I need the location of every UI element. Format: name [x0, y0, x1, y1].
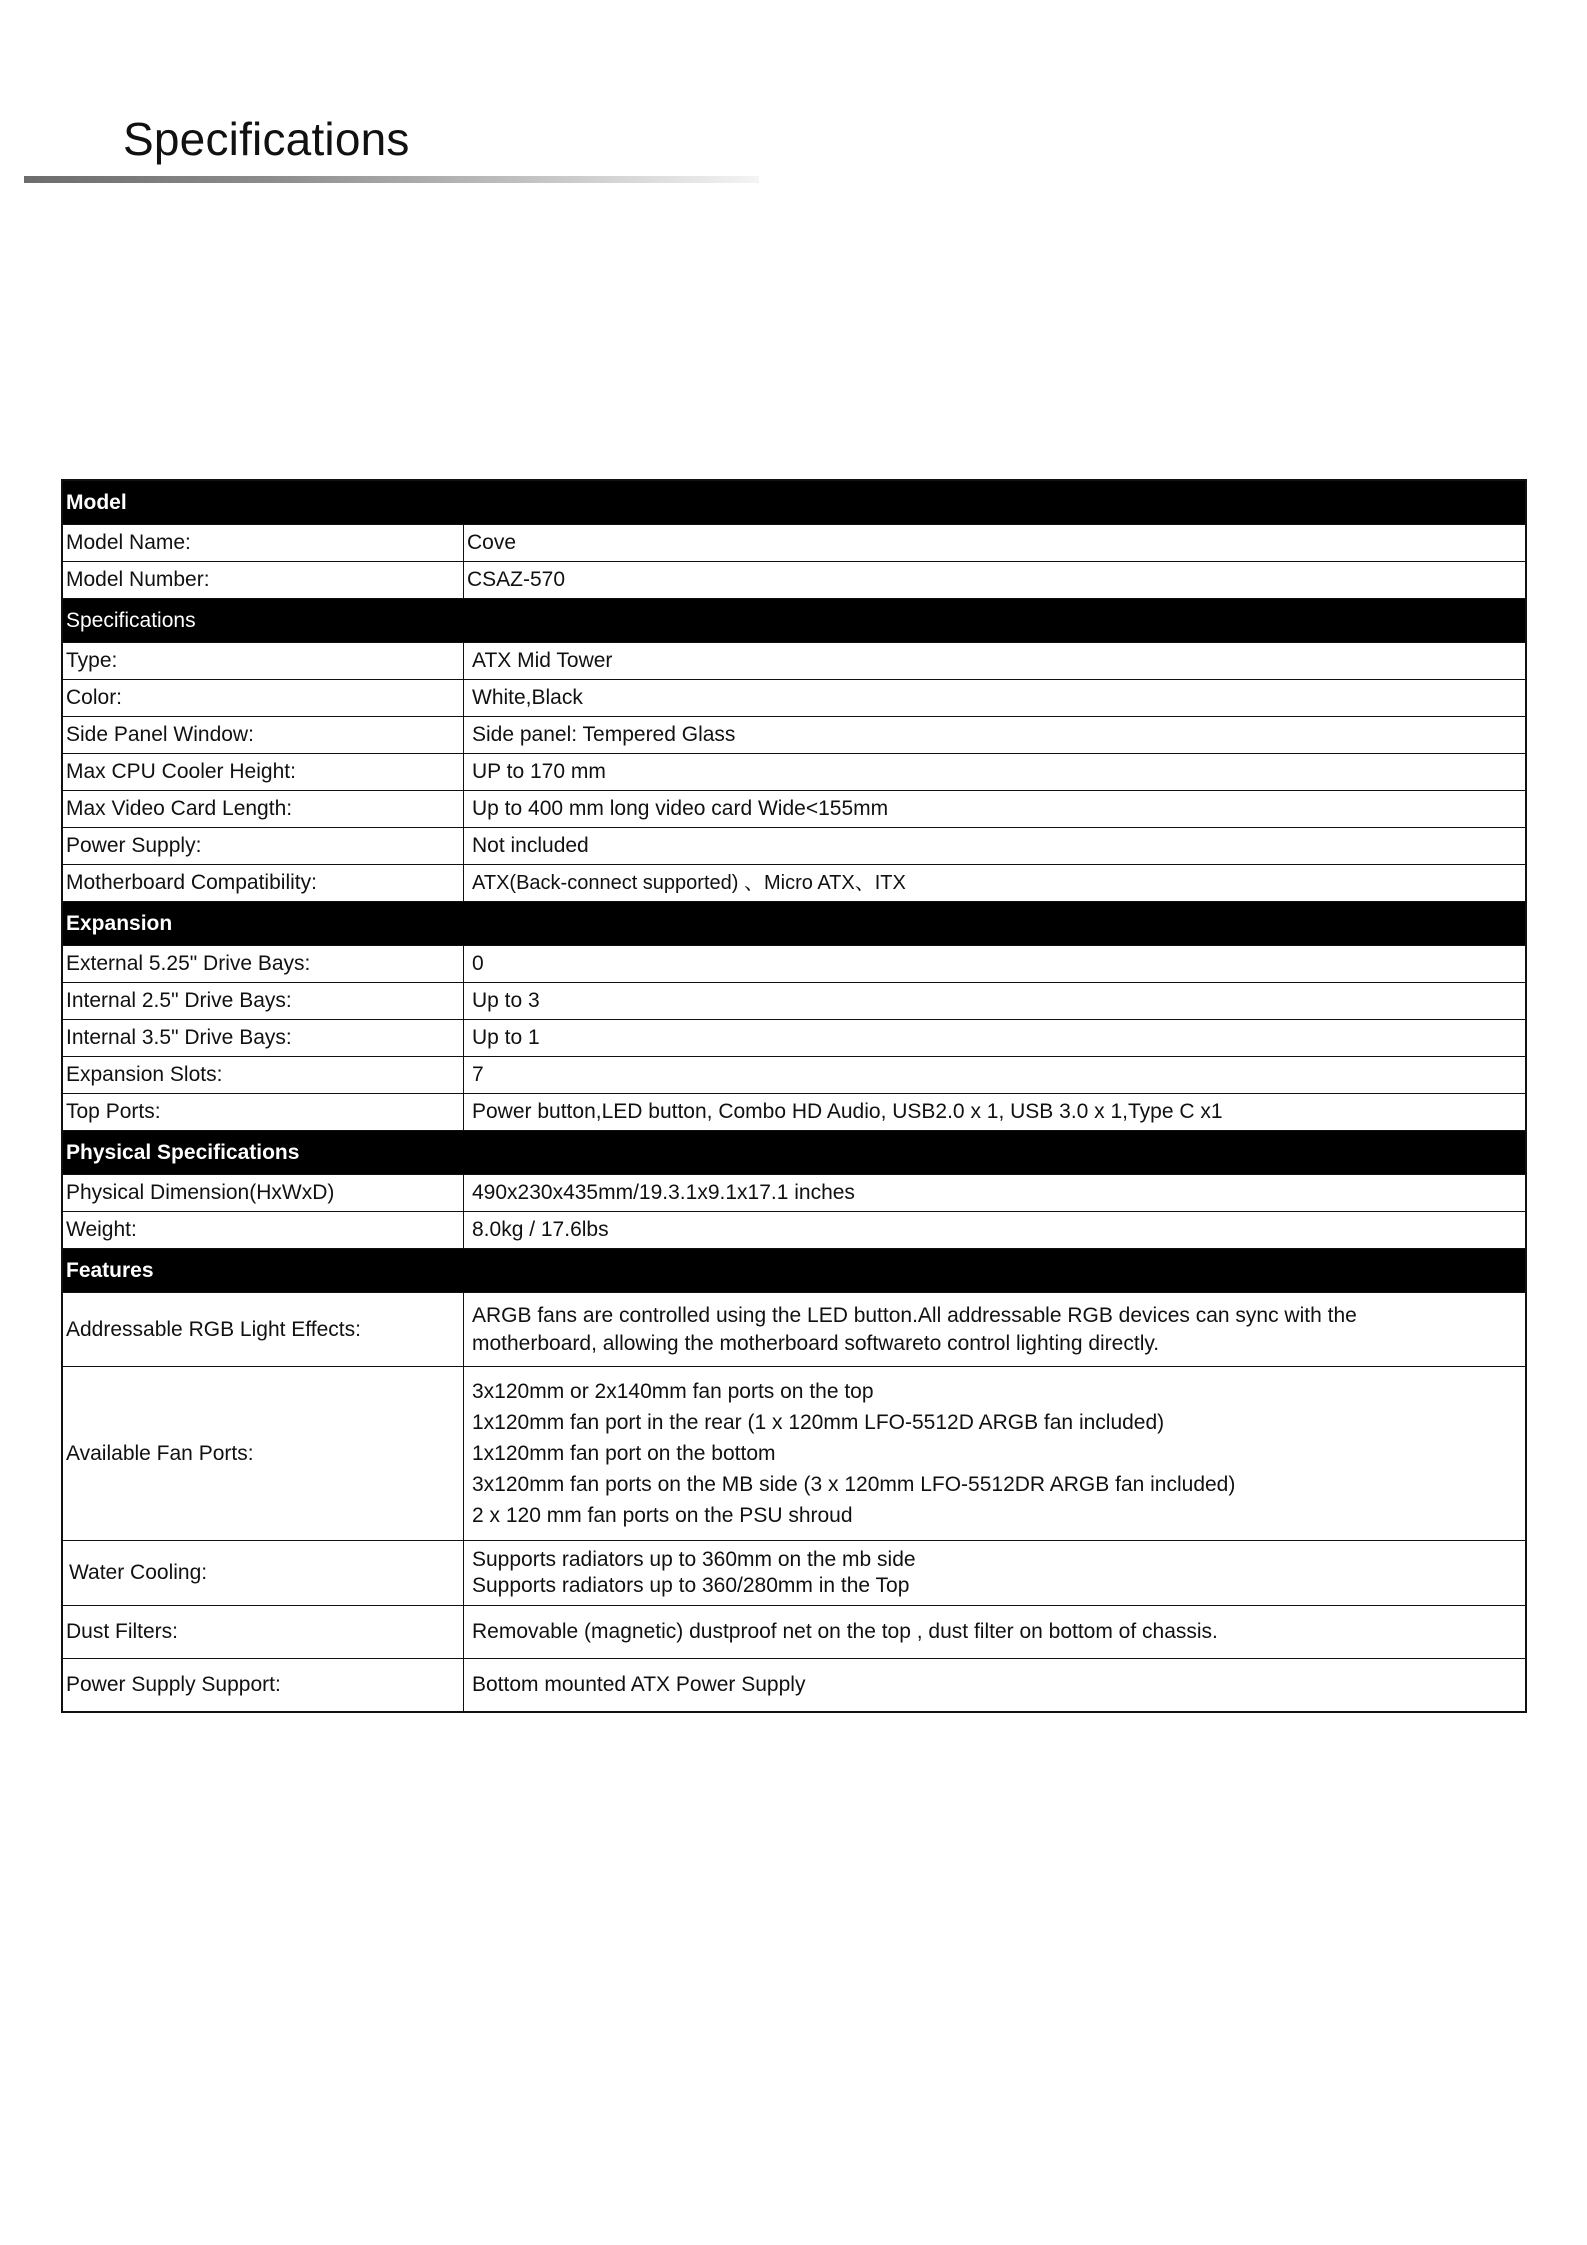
row-label: Power Supply:: [63, 828, 464, 864]
value-line: 2 x 120 mm fan ports on the PSU shroud: [472, 1504, 853, 1527]
section-header-specifications: [63, 599, 1525, 643]
row-label: Type:: [63, 643, 464, 679]
value-line: motherboard, allowing the motherboard softwareto control lighting directly.: [472, 1331, 1160, 1355]
row-value: ATX Mid Tower: [472, 649, 613, 673]
value-line: 3x120mm fan ports on the MB side (3 x 120mm LFO-5512DR ARGB fan included): [472, 1473, 1236, 1496]
section-heading: Expansion: [66, 911, 173, 935]
section-heading: Physical Specifications: [66, 1140, 300, 1164]
row-label: External 5.25" Drive Bays:: [63, 946, 464, 982]
section-header-features: [63, 1249, 1525, 1293]
row-value: Power button,LED button, Combo HD Audio, USB2.0 x 1, USB 3.0 x 1,Type C x1: [472, 1100, 1223, 1124]
row-label: Model Number:: [63, 562, 464, 598]
row-label: Available Fan Ports:: [63, 1367, 464, 1540]
row-value: Up to 400 mm long video card Wide<155mm: [472, 797, 889, 821]
row-value: Up to 3: [472, 989, 540, 1013]
row-value: Removable (magnetic) dustproof net on the top , dust filter on bottom of chassis.: [472, 1620, 1218, 1644]
table-row: [63, 791, 1525, 828]
table-row: [63, 1367, 1525, 1541]
row-label: Model Name:: [63, 525, 464, 561]
table-row: [63, 1541, 1525, 1606]
table-row: [63, 525, 1525, 562]
page-title: Specifications: [123, 113, 410, 165]
table-row: [63, 1606, 1525, 1659]
row-label: Top Ports:: [63, 1094, 464, 1130]
section-heading: Model: [66, 490, 127, 514]
table-row: [63, 828, 1525, 865]
row-value: Side panel: Tempered Glass: [472, 723, 736, 747]
row-value: Bottom mounted ATX Power Supply: [472, 1673, 806, 1697]
table-row: [63, 1057, 1525, 1094]
table-row: [63, 1175, 1525, 1212]
table-row: [63, 1293, 1525, 1367]
row-label: Weight:: [63, 1212, 464, 1248]
row-label: Color:: [63, 680, 464, 716]
section-header-model: [63, 481, 1525, 525]
section-heading: Features: [66, 1258, 154, 1282]
row-label: Max Video Card Length:: [63, 791, 464, 827]
value-line: 3x120mm or 2x140mm fan ports on the top: [472, 1380, 874, 1403]
row-value: CSAZ-570: [467, 568, 566, 592]
row-label: Internal 2.5" Drive Bays:: [63, 983, 464, 1019]
row-value: Cove: [467, 531, 517, 555]
row-value: 8.0kg / 17.6lbs: [472, 1218, 609, 1242]
table-row: [63, 865, 1525, 902]
row-label: Expansion Slots:: [63, 1057, 464, 1093]
table-row: [63, 1659, 1525, 1711]
title-underline: [24, 176, 759, 183]
row-label: Dust Filters:: [63, 1606, 464, 1658]
row-value: ATX(Back-connect supported) 、Micro ATX、ITX: [472, 872, 906, 894]
table-row: [63, 562, 1525, 599]
row-value: 490x230x435mm/19.3.1x9.1x17.1 inches: [472, 1181, 855, 1205]
table-row: [63, 983, 1525, 1020]
row-label: Motherboard Compatibility:: [63, 865, 464, 901]
specifications-table: [61, 479, 1527, 1713]
row-value: UP to 170 mm: [472, 760, 606, 784]
value-line: 1x120mm fan port on the bottom: [472, 1442, 776, 1465]
section-header-physical-specifications: [63, 1131, 1525, 1175]
row-value: Up to 1: [472, 1026, 540, 1050]
table-row: [63, 643, 1525, 680]
row-value: [464, 1541, 1525, 1605]
table-row: [63, 946, 1525, 983]
value-line: Supports radiators up to 360mm on the mb side: [472, 1548, 916, 1571]
table-row: [63, 754, 1525, 791]
section-header-expansion: [63, 902, 1525, 946]
row-value: [464, 1293, 1525, 1366]
row-label: Power Supply Support:: [63, 1659, 464, 1711]
row-label: Side Panel Window:: [63, 717, 464, 753]
row-value: 0: [472, 952, 484, 976]
table-row: [63, 717, 1525, 754]
table-row: [63, 1094, 1525, 1131]
table-row: [63, 1212, 1525, 1249]
value-line: ARGB fans are controlled using the LED button.All addressable RGB devices can sync with the: [472, 1303, 1357, 1327]
row-label: Internal 3.5" Drive Bays:: [63, 1020, 464, 1056]
row-value: 7: [472, 1063, 484, 1087]
value-line: Supports radiators up to 360/280mm in the Top: [472, 1574, 910, 1597]
row-label: Addressable RGB Light Effects:: [63, 1293, 464, 1366]
row-value: White,Black: [472, 686, 583, 710]
table-row: [63, 1020, 1525, 1057]
row-label: Water Cooling:: [63, 1541, 464, 1605]
row-value: [464, 1367, 1525, 1540]
row-label: Max CPU Cooler Height:: [63, 754, 464, 790]
row-value: Not included: [472, 834, 589, 858]
section-heading: Specifications: [66, 608, 196, 632]
value-line: 1x120mm fan port in the rear (1 x 120mm LFO-5512D ARGB fan included): [472, 1411, 1165, 1434]
row-label: Physical Dimension(HxWxD): [63, 1175, 464, 1211]
table-row: [63, 680, 1525, 717]
